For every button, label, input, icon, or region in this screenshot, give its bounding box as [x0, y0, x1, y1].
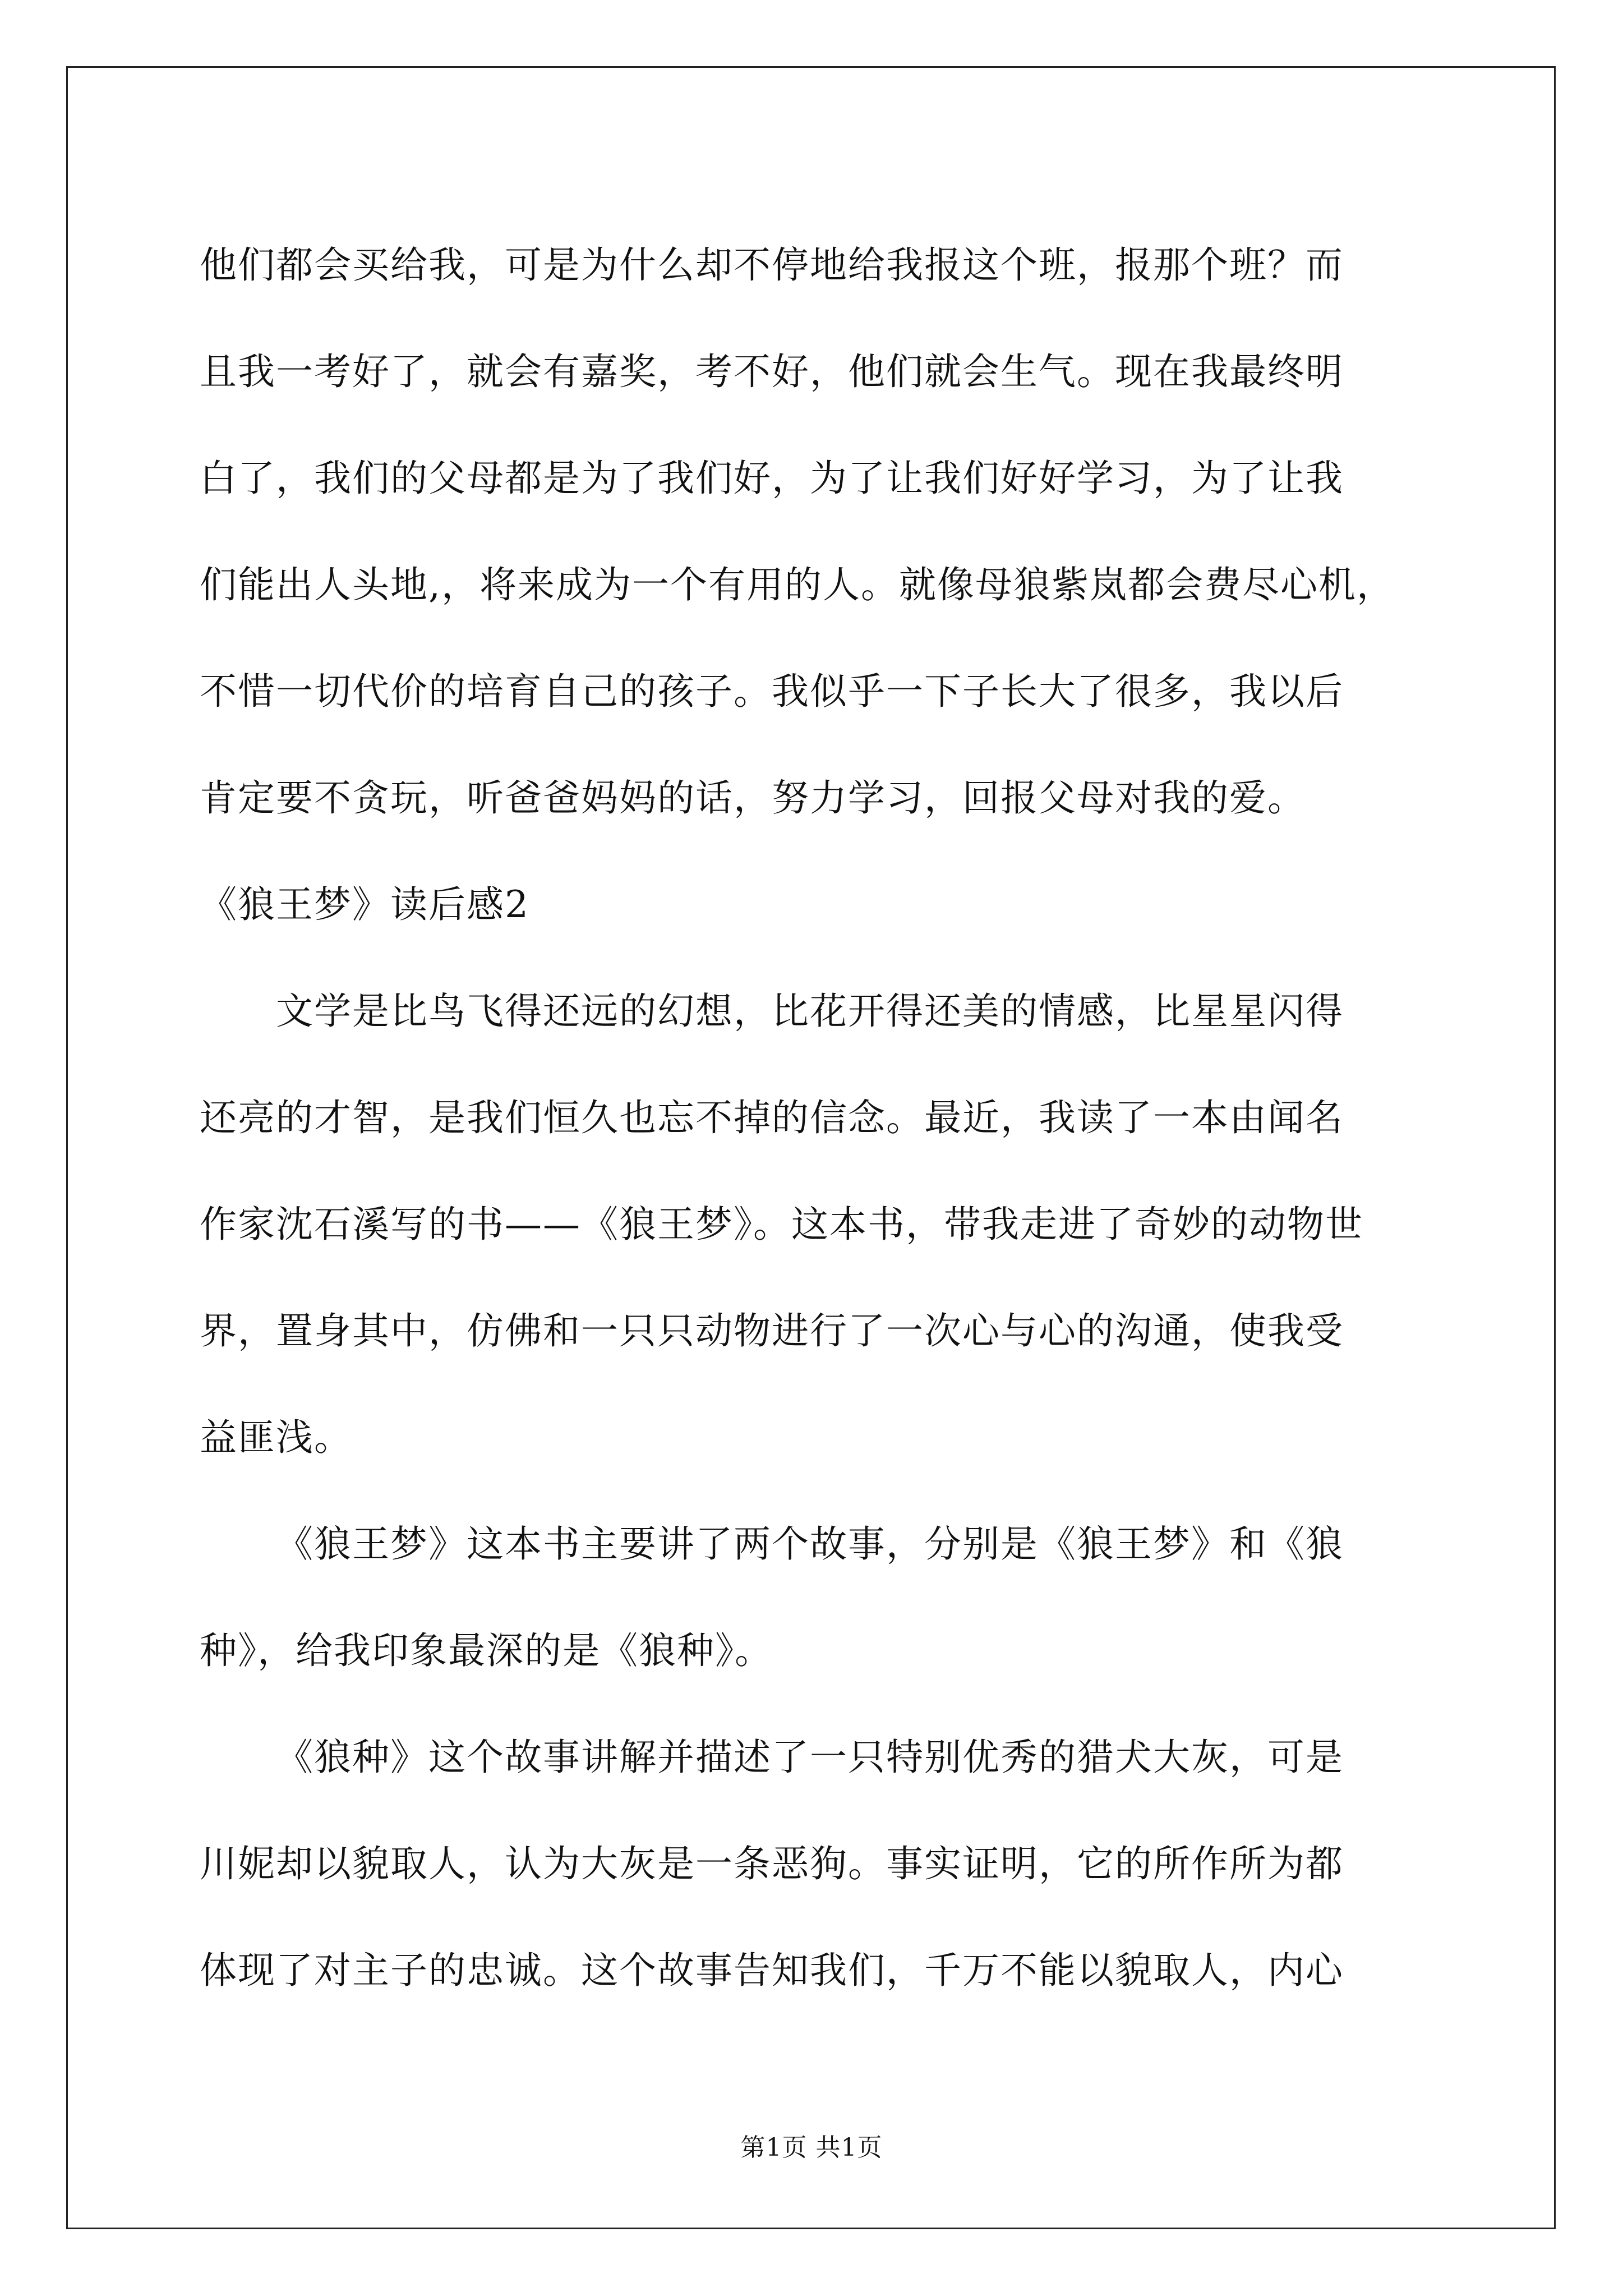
- paragraph-line: 界，置身其中，仿佛和一只只动物进行了一次心与心的沟通，使我受: [200, 1309, 1344, 1352]
- paragraph-line: 《狼种》这个故事讲解并描述了一只特别优秀的猎犬大灰，可是: [276, 1736, 1344, 1779]
- paragraph-line: 体现了对主子的忠诚。这个故事告知我们，千万不能以貌取人，内心: [200, 1949, 1344, 1992]
- paragraph-line: 且我一考好了，就会有嘉奖，考不好，他们就会生气。现在我最终明: [200, 350, 1344, 393]
- paragraph-line: 他们都会买给我，可是为什么却不停地给我报这个班，报那个班？而: [200, 243, 1344, 287]
- paragraph-line: 还亮的才智，是我们恒久也忘不掉的信念。最近，我读了一本由闻名: [200, 1096, 1344, 1139]
- paragraph-line: 不惜一切代价的培育自己的孩子。我似乎一下子长大了很多，我以后: [200, 670, 1344, 713]
- paragraph-line: 文学是比鸟飞得还远的幻想，比花开得还美的情感，比星星闪得: [276, 990, 1344, 1033]
- paragraph-line: 川妮却以貌取人，认为大灰是一条恶狗。事实证明，它的所作所为都: [200, 1842, 1344, 1885]
- paragraph-line: 益匪浅。: [200, 1416, 352, 1459]
- paragraph-line: 们能出人头地,，将来成为一个有用的人。就像母狼紫岚都会费尽心机，: [200, 563, 1395, 606]
- paragraph-line: 肯定要不贪玩，听爸爸妈妈的话，努力学习，回报父母对我的爱。: [200, 776, 1306, 820]
- page-footer: 第1页 共1页: [740, 2133, 883, 2162]
- document-body: [200, 212, 1422, 2024]
- paragraph-line: 作家沈石溪写的书——《狼王梦》。这本书，带我走进了奇妙的动物世: [200, 1203, 1363, 1246]
- section-heading: 《狼王梦》读后感2: [200, 883, 529, 926]
- paragraph-line: 种》，给我印象最深的是《狼种》。: [200, 1629, 773, 1672]
- paragraph-line: 《狼王梦》这本书主要讲了两个故事，分别是《狼王梦》和《狼: [276, 1522, 1344, 1566]
- paragraph-line: 白了，我们的父母都是为了我们好，为了让我们好好学习，为了让我: [200, 457, 1344, 500]
